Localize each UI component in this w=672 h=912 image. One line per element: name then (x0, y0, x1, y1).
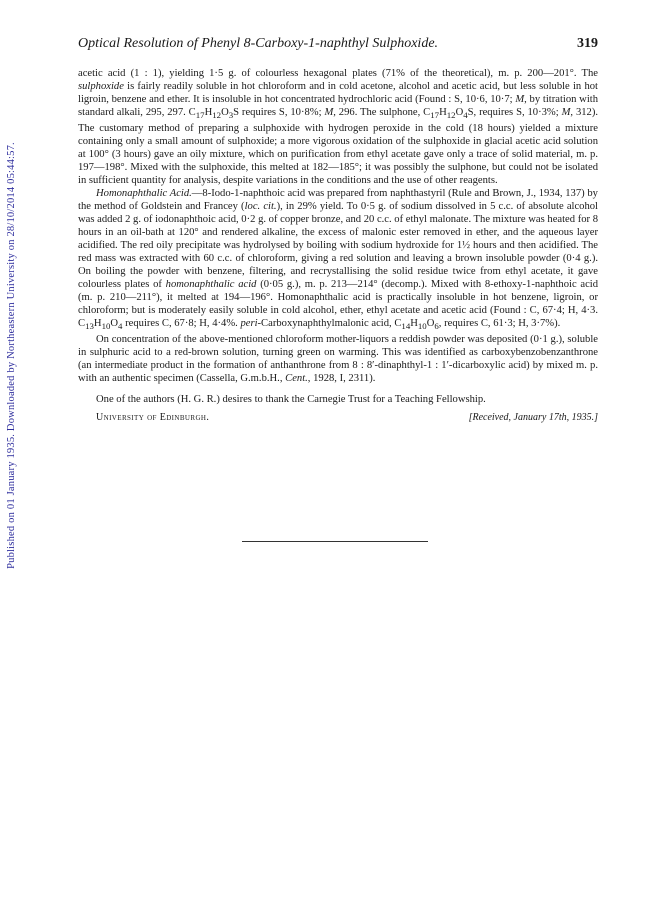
article-title: Optical Resolution of Phenyl 8-Carboxy-1-naphthyl Sulphoxide. (78, 36, 439, 51)
received-date: [Received, January 17th, 1935.] (468, 412, 598, 424)
paragraph-list (78, 67, 598, 385)
acknowledgement: One of the authors (H. G. R.) desires to thank the Carnegie Trust for a Teaching Fellowship. (96, 394, 486, 406)
body-paragraph: acetic acid (1 : 1), yielding 1·5 g. of colourless hexagonal plates (71% of the theoretical), m. p. 200—201°. The sulphoxide is fairly readily soluble in hot chloroform and in cold acetone, alcohol and acetic acid, but less soluble in hot ligroin, benzene and ether. It is insoluble in hot concentrated hydrochloric acid (Found : S, 10·6, 10·7; M, by titration with standard alkali, 295, 297. $C_{17}H_{12}O_3S$ requires S, 10·8%; M, 296. The sulphone, $C_{17}H_{12}O_4S$, requires S, 10·3%; M, 312). The customary method of preparing a sulphoxide with hydrogen peroxide in the cold (18 hours) yielded a mixture containing only a small amount of sulphoxide; a more vigorous oxidation of the sulphoxide in glacial acetic acid solution at 100° (3 hours) gave an oily mixture, which on purification from ethyl acetate gave only a trace of solid material, m. p. 197—198°. Mixed with the sulphoxide, this melted at 182—185°; it was possibly the sulphone, but could not be isolated in sufficient quantity for analysis, despite variations in the conditions and the use of other reagents. (78, 68, 599, 187)
download-stamp (2, 120, 20, 590)
body-paragraph: Homonaphthalic Acid.—8-Iodo-1-naphthoic acid was prepared from naphthastyril (Rule and Brown, J., 1934, 137) by the method of Goldstein and Francey (loc. cit.), in 29% yield. To 0·5 g. of sodium dissolved in 5 c.c. of absolute alcohol was added 2 g. of iodonaphthoic acid, 0·2 g. of copper bronze, and 20 c.c. of ethyl malonate. The mixture was heated for 8 hours in an oil-bath at 120° and rendered alkaline, the excess of malonic ester removed in ether, and the aqueous layer acidified. The red oily precipitate was hydrolysed by boiling with sodium hydroxide for 1½ hours and then acidified. The red mass was extracted with 60 c.c. of chloroform, giving a red solution and leaving a brown insoluble powder (0·4 g.). On boiling the powder with benzene, filtering, and recrystallising the solid residue twice from ethyl acetate, it gave colourless plates of homonaphthalic acid (0·05 g.), m. p. 213—214° (decomp.). Mixed with 8-ethoxy-1-naphthoic acid (m. p. 210—211°), it melted at 194—196°. Homonaphthalic acid is practically insoluble in hot benzene, ligroin, or chloroform; but is moderately easily soluble in cold alcohol, ether, ethyl acetate and acetic acid (Found : C, 67·4; H, 4·3. $C_{13}H_{10}O_4$ requires C, 67·8; H, 4·4%. peri-Carboxynaphthylmalonic acid, $C_{14}H_{10}O_6$, requires C, 61·3; H, 3·7%). (78, 188, 599, 332)
article-body (78, 67, 598, 424)
download-stamp-text: Published on 01 January 1935. Downloaded by Northeastern University on 28/10/2014 05:44:57. (5, 141, 17, 569)
page-number: 319 (577, 36, 598, 51)
institution: University of Edinburgh. (96, 412, 210, 424)
article-footer (78, 411, 598, 424)
running-header (78, 36, 598, 58)
end-rule (242, 541, 428, 542)
body-paragraph: On concentration of the above-mentioned chloroform mother-liquors a reddish powder was deposited (0·1 g.), soluble in sulphuric acid to a red-brown solution, turning green on warming. This was identified as carboxybenzobenzanthrone (an intermediate product in the formation of anthanthrone from 8 : 8′-dinaphthyl-1 : 1′-dicarboxylic acid) by mixed m. p. with an authentic specimen (Cassella, G.m.b.H., Cent., 1928, I, 2311). (78, 334, 598, 385)
